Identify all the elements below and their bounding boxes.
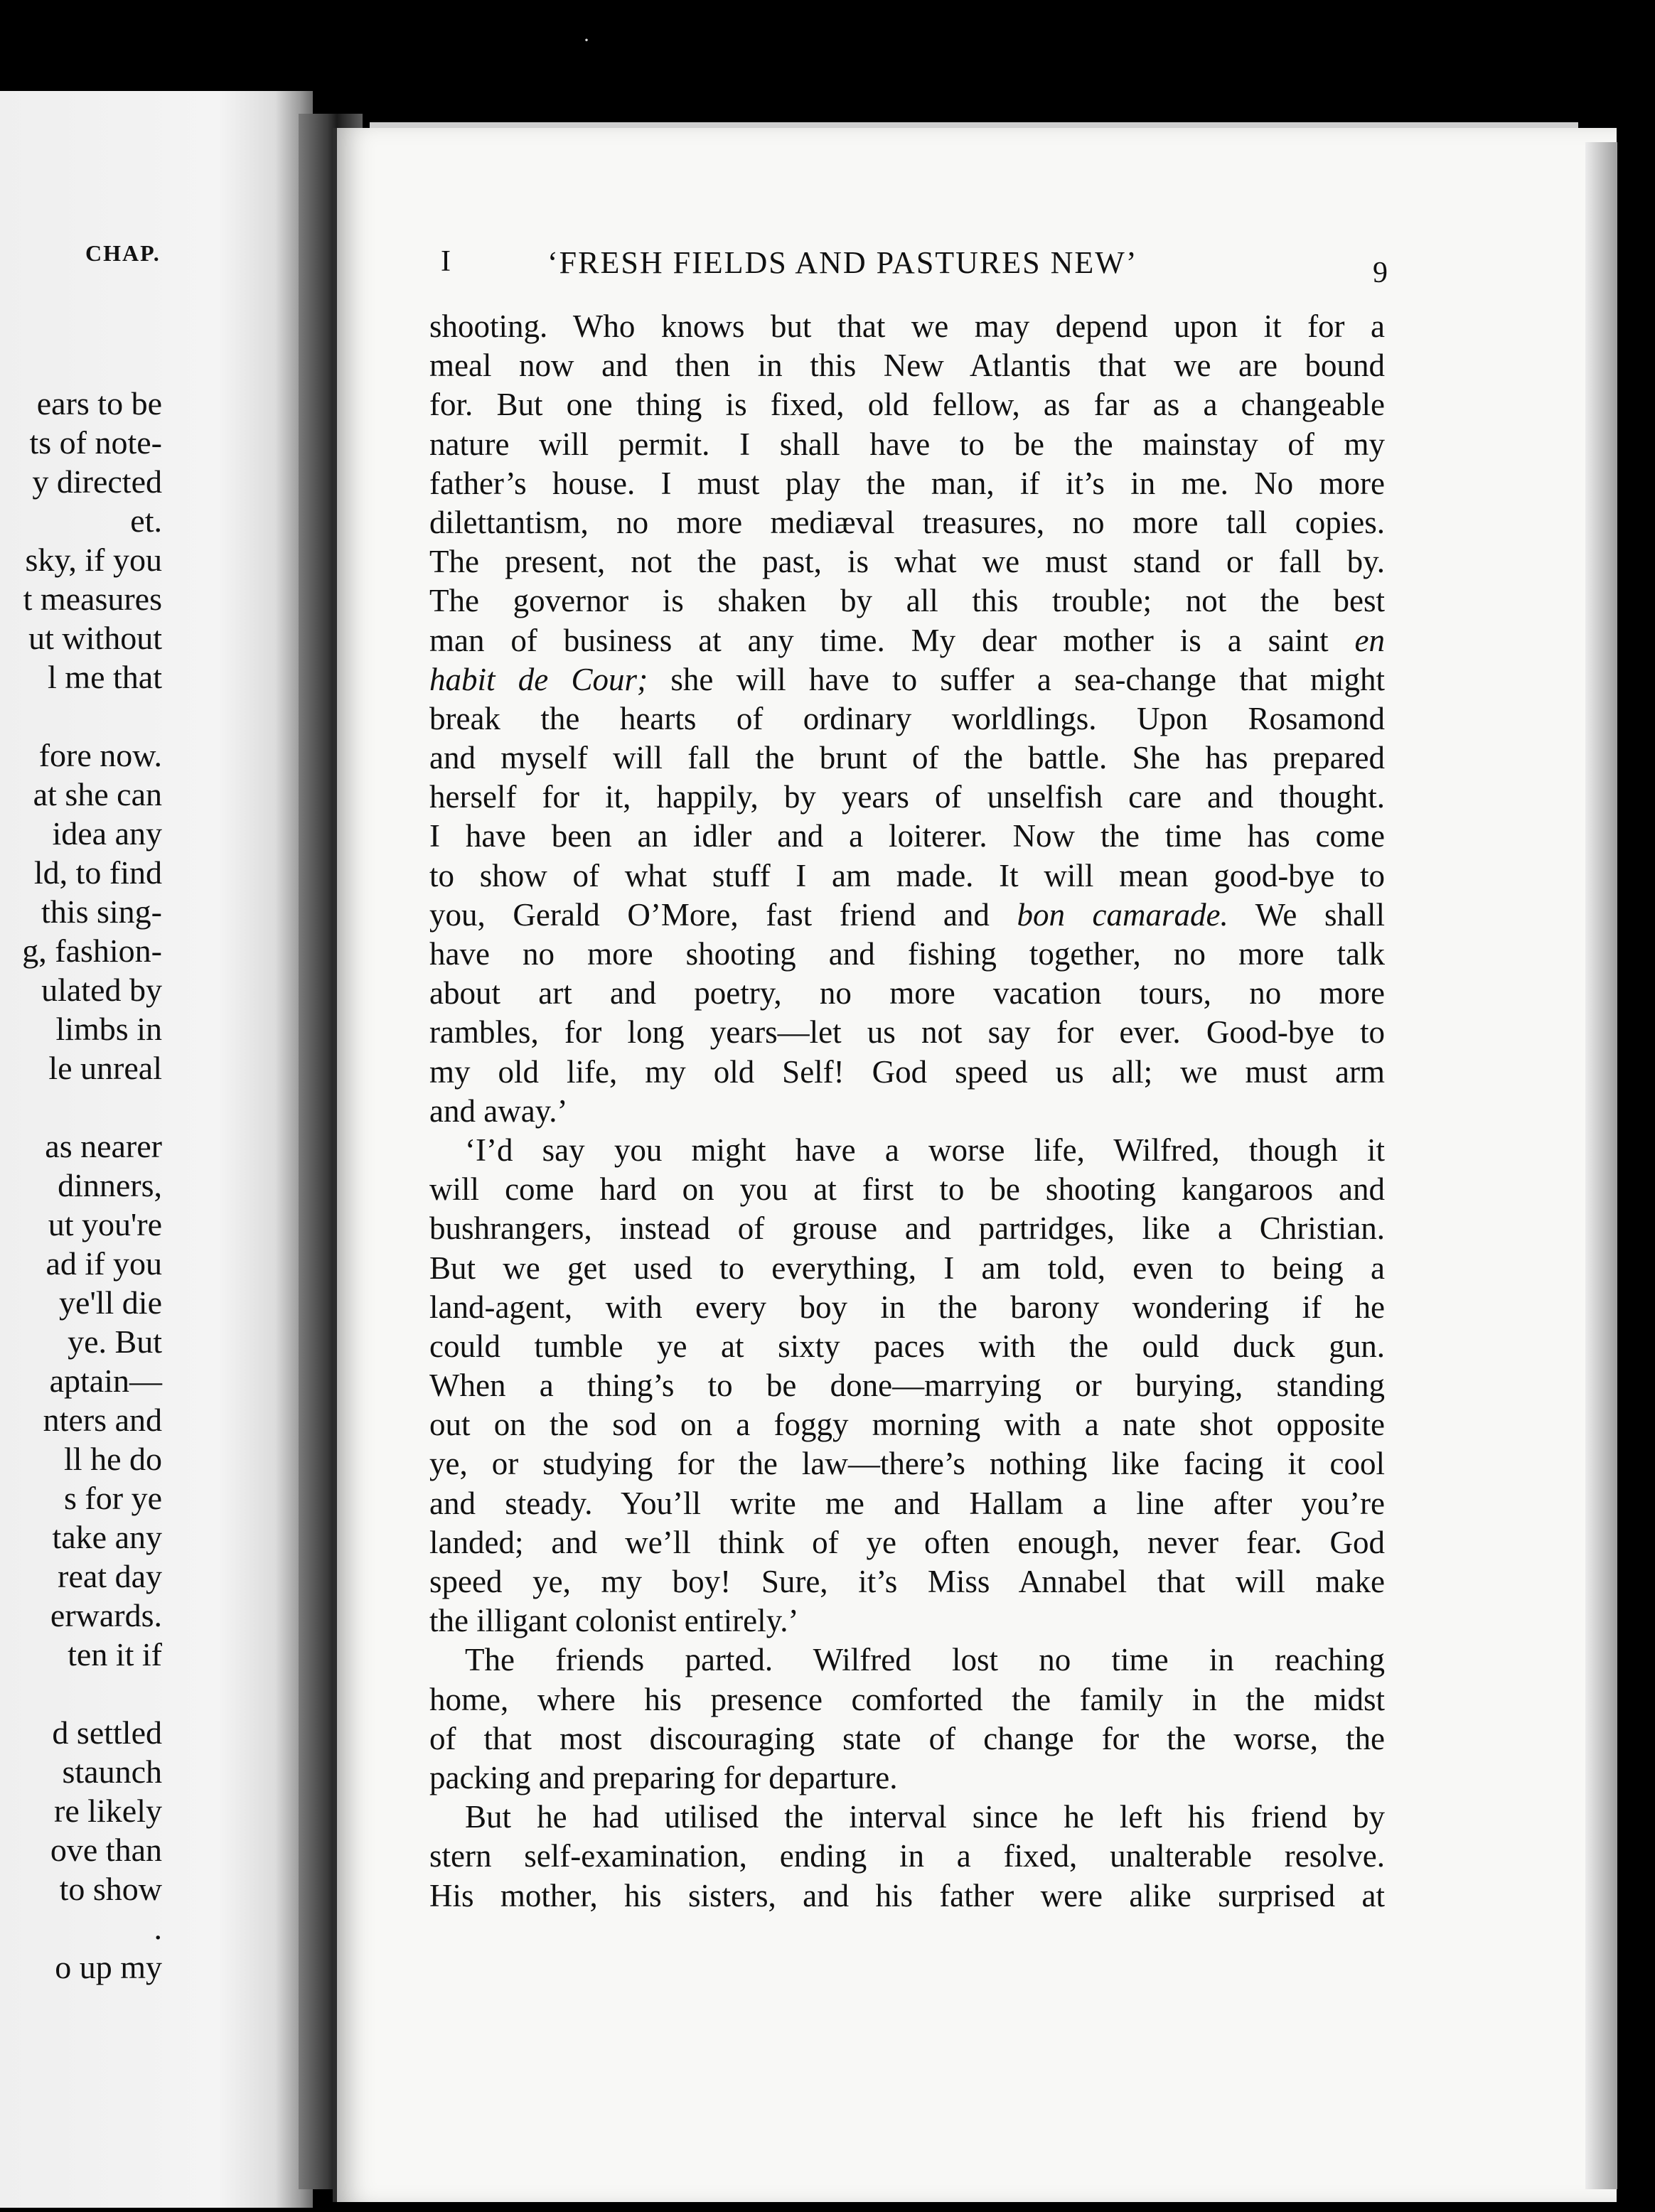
left-text-line: ten it if [68, 1636, 162, 1673]
left-text-line: ad if you [45, 1245, 162, 1282]
text-line [429, 542, 1385, 581]
line-text: have no more shooting and fishing together, no more talk [429, 936, 1385, 972]
text-line [429, 1092, 1385, 1131]
line-text: We shall [1255, 896, 1386, 933]
left-text-line: et. [130, 503, 162, 539]
line-text: The governor is shaken by all this trouble; not the best [429, 583, 1385, 619]
line-text: landed; and we’ll think of ye often enough, never fear. God [429, 1524, 1385, 1560]
text-line [429, 1053, 1385, 1092]
left-text-line: fore now. [38, 737, 162, 773]
text-line [429, 1719, 1385, 1759]
line-text: ye, or studying for the law—there’s nothing like facing it cool [429, 1446, 1385, 1482]
line-text: will come hard on you at first to be shooting kangaroos and [429, 1171, 1385, 1208]
text-line [429, 1405, 1385, 1444]
left-page-text [0, 384, 162, 1987]
text-line [429, 1288, 1385, 1327]
text-line [429, 1877, 1385, 1916]
line-text: my old life, my old Self! God speed us all; we must arm [429, 1053, 1385, 1090]
line-text: The friends parted. Wilfred lost no time in reaching [465, 1642, 1385, 1678]
right-page-edge [1585, 142, 1617, 2189]
line-text: she will have to suffer a sea-change that might [670, 661, 1386, 697]
left-text-line: ulated by [41, 972, 162, 1008]
line-text: land-agent, with every boy in the barony wondering if he [429, 1289, 1385, 1325]
text-line [429, 1366, 1385, 1405]
text-line [429, 385, 1385, 424]
line-text: dilettantism, no more mediæval treasures, no more tall copies. [429, 504, 1385, 540]
text-line [429, 307, 1385, 346]
line-text: the illigant colonist entirely.’ [429, 1603, 799, 1639]
text-line [429, 346, 1385, 385]
left-text-line: aptain— [49, 1363, 162, 1399]
line-text: break the hearts of ordinary worldlings. Upon Rosamond [429, 700, 1385, 736]
left-text-line: d settled [52, 1714, 162, 1751]
line-text: bushrangers, instead of grouse and partridges, like a Christian. [429, 1210, 1385, 1247]
left-text-line: ld, to find [33, 854, 162, 891]
italic-phrase: en [1354, 622, 1385, 658]
text-line [429, 1249, 1385, 1288]
text-line [429, 464, 1385, 503]
text-line [429, 1131, 1385, 1170]
left-text-line: ye'll die [59, 1284, 162, 1321]
text-line [429, 1209, 1385, 1248]
text-line [429, 621, 1385, 660]
line-text: But we get used to everything, I am told, even to being a [429, 1250, 1385, 1286]
text-line [429, 1484, 1385, 1523]
line-text: shooting. Who knows but that we may depend upon it for a [429, 308, 1385, 344]
left-text-line [0, 697, 162, 736]
left-text-line: ut you're [48, 1206, 162, 1242]
running-title: ‘FRESH FIELDS AND PASTURES NEW’ [547, 245, 1138, 280]
line-text: to show of what stuff I am made. It will mean good-bye to [429, 857, 1385, 893]
left-text-line: to show [59, 1871, 162, 1907]
scan-speck: · [583, 28, 590, 52]
text-line [429, 1562, 1385, 1601]
line-text: for. But one thing is fixed, old fellow, as far as a changeable [429, 387, 1385, 423]
line-text: rambles, for long years—let us not say for ever. Good-bye to [429, 1014, 1385, 1051]
line-text: of that most discouraging state of change for the worse, the [429, 1720, 1385, 1756]
left-text-line: ye. But [68, 1324, 162, 1360]
line-text: stern self-examination, ending in a fixed, unalterable resolve. [429, 1838, 1385, 1874]
text-line [429, 1013, 1385, 1052]
left-page-header: CHAP. [85, 240, 161, 266]
line-text: packing and preparing for departure. [429, 1759, 898, 1795]
left-text-line: at she can [33, 776, 162, 812]
left-text-line: limbs in [55, 1011, 162, 1047]
left-text-line: y directed [32, 463, 162, 500]
text-line [429, 896, 1385, 935]
line-text: His mother, his sisters, and his father were alike surprised at [429, 1877, 1385, 1913]
left-text-line: ears to be [36, 385, 162, 422]
line-text: speed ye, my boy! Sure, it’s Miss Annabel that will make [429, 1564, 1385, 1599]
line-text: When a thing’s to be done—marrying or burying, standing [429, 1368, 1385, 1404]
text-line [429, 503, 1385, 542]
line-text: and myself will fall the brunt of the battle. She has prepared [429, 740, 1385, 776]
text-line [429, 1759, 1385, 1798]
text-line [429, 739, 1385, 778]
left-text-line: o up my [55, 1949, 162, 1985]
left-text-line: ll he do [64, 1441, 162, 1477]
italic-phrase: habit de Cour; [429, 661, 648, 697]
line-text: nature will permit. I shall have to be the mainstay of my [429, 426, 1385, 462]
left-text-line: as nearer [45, 1128, 162, 1164]
left-text-line: t measures [23, 581, 162, 617]
text-line [429, 660, 1385, 699]
chapter-number: I [441, 245, 451, 278]
text-line [429, 817, 1385, 856]
left-text-line: sky, if you [25, 542, 162, 578]
line-text: you, Gerald O’More, fast friend and [429, 896, 990, 933]
left-text-line: staunch [62, 1754, 162, 1790]
running-head [441, 245, 1388, 294]
left-text-line [0, 1088, 162, 1127]
text-line [429, 425, 1385, 464]
left-text-line: nters and [43, 1402, 162, 1438]
text-line [429, 857, 1385, 896]
left-text-line [0, 1674, 162, 1713]
line-text: I have been an idler and a loiterer. Now the time has come [429, 818, 1385, 854]
line-text: home, where his presence comforted the family in the midst [429, 1681, 1385, 1717]
text-line [429, 778, 1385, 817]
line-text: ‘I’d say you might have a worse life, Wilfred, though it [465, 1132, 1385, 1168]
left-text-line: reat day [58, 1558, 162, 1594]
left-page [0, 91, 313, 2208]
line-text: father’s house. I must play the man, if it’s in me. No more [429, 465, 1385, 501]
line-text: The present, not the past, is what we must stand or fall by. [429, 544, 1385, 580]
text-line [429, 1641, 1385, 1680]
line-text: man of business at any time. My dear mother is a saint [429, 622, 1329, 658]
left-text-line: . [154, 1910, 162, 1946]
text-line [429, 581, 1385, 621]
line-text: meal now and then in this New Atlantis that we are bound [429, 348, 1385, 384]
body-text [429, 307, 1385, 1916]
text-line [429, 1444, 1385, 1483]
line-text: and away.’ [429, 1092, 568, 1129]
text-line [429, 1327, 1385, 1366]
left-text-line: this sing- [41, 893, 162, 930]
line-text: and steady. You’ll write me and Hallam a line after you’re [429, 1485, 1385, 1521]
text-line [429, 1837, 1385, 1876]
left-text-line: idea any [52, 815, 162, 852]
left-text-line: ts of note- [29, 424, 162, 461]
text-line [429, 1601, 1385, 1641]
left-text-line: re likely [54, 1793, 162, 1829]
line-text: out on the sod on a foggy morning with a nate shot opposite [429, 1407, 1385, 1443]
left-text-line: ut without [28, 620, 162, 656]
text-line [429, 1798, 1385, 1837]
text-line [429, 974, 1385, 1013]
left-text-line: take any [52, 1519, 162, 1555]
italic-phrase: bon camarade. [1017, 896, 1228, 933]
left-text-line: l me that [48, 659, 162, 695]
page-number: 9 [1373, 257, 1388, 289]
line-text: herself for it, happily, by years of unselfish care and thought. [429, 779, 1385, 815]
line-text: about art and poetry, no more vacation tours, no more [429, 975, 1385, 1011]
left-text-line: erwards. [50, 1597, 162, 1633]
text-line [429, 1170, 1385, 1209]
left-text-line: ove than [50, 1832, 162, 1868]
text-line [429, 935, 1385, 974]
line-text: But he had utilised the interval since he left his friend by [465, 1799, 1385, 1835]
left-text-line: le unreal [48, 1050, 162, 1086]
text-line [429, 699, 1385, 739]
line-text: could tumble ye at sixty paces with the ould duck gun. [429, 1328, 1385, 1364]
left-text-line: s for ye [64, 1480, 162, 1516]
text-line [429, 1523, 1385, 1562]
left-text-line: dinners, [58, 1167, 162, 1203]
left-text-line: g, fashion- [22, 933, 162, 969]
text-line [429, 1680, 1385, 1719]
